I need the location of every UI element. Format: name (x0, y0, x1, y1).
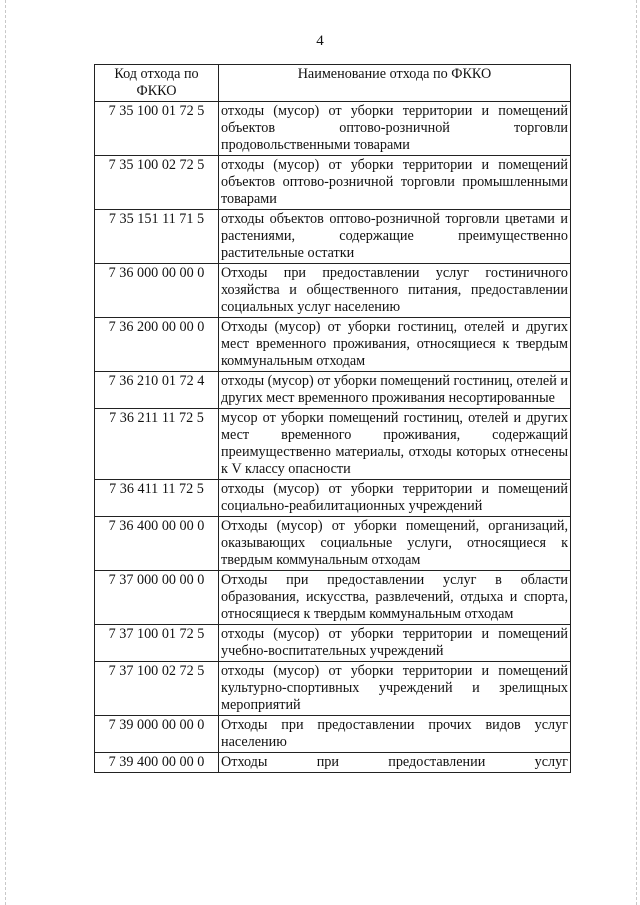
waste-name: Отходы (мусор) от уборки гостиниц, отелей и других мест временного проживания, относящиеся к твердым коммунальным отходам (219, 318, 571, 372)
waste-code: 7 37 100 02 72 5 (95, 662, 219, 716)
waste-code: 7 36 400 00 00 0 (95, 517, 219, 571)
table-header-row (95, 65, 571, 102)
waste-code: 7 36 210 01 72 4 (95, 372, 219, 409)
waste-name: Отходы (мусор) от уборки помещений, организаций, оказывающих социальные услуги, относящиеся к твердым коммунальным отходам (219, 517, 571, 571)
table-row (95, 517, 571, 571)
waste-name: отходы (мусор) от уборки территории и помещений культурно-спортивных учреждений и зрелищных мероприятий (219, 662, 571, 716)
waste-code: 7 36 411 11 72 5 (95, 480, 219, 517)
table-row (95, 264, 571, 318)
waste-code: 7 37 100 01 72 5 (95, 625, 219, 662)
waste-code: 7 35 100 01 72 5 (95, 102, 219, 156)
table-row (95, 480, 571, 517)
table-row (95, 318, 571, 372)
table-row (95, 571, 571, 625)
waste-code: 7 35 151 11 71 5 (95, 210, 219, 264)
waste-code: 7 39 400 00 00 0 (95, 753, 219, 773)
table-row (95, 409, 571, 480)
waste-name: Отходы при предоставлении услуг гостиничного хозяйства и общественного питания, предоставлении социальных услуг населению (219, 264, 571, 318)
waste-name: отходы (мусор) от уборки территории и помещений объектов оптово-розничной торговли продовольственными товарами (219, 102, 571, 156)
waste-name: Отходы при предоставлении прочих видов услуг населению (219, 716, 571, 753)
waste-name: мусор от уборки помещений гостиниц, отелей и других мест временного проживания, содержащий преимущественно материалы, отходы которых отнесены к V классу опасности (219, 409, 571, 480)
waste-name: отходы объектов оптово-розничной торговли цветами и растениями, содержащие преимущественно растительные остатки (219, 210, 571, 264)
waste-name: отходы (мусор) от уборки помещений гостиниц, отелей и других мест временного проживания несортированные (219, 372, 571, 409)
waste-code: 7 37 000 00 00 0 (95, 571, 219, 625)
table-row (95, 716, 571, 753)
table-row (95, 156, 571, 210)
waste-code: 7 39 000 00 00 0 (95, 716, 219, 753)
table-row (95, 102, 571, 156)
table-row (95, 372, 571, 409)
waste-name: отходы (мусор) от уборки территории и помещений социально-реабилитационных учреждений (219, 480, 571, 517)
waste-code: 7 36 200 00 00 0 (95, 318, 219, 372)
header-code: Код отхода по ФККО (95, 65, 219, 102)
page-edge-right (636, 0, 637, 905)
waste-code: 7 36 211 11 72 5 (95, 409, 219, 480)
table-row (95, 210, 571, 264)
waste-code: 7 36 000 00 00 0 (95, 264, 219, 318)
table-row (95, 753, 571, 773)
page-edge-left (5, 0, 6, 905)
waste-code: 7 35 100 02 72 5 (95, 156, 219, 210)
waste-name: отходы (мусор) от уборки территории и помещений объектов оптово-розничной торговли промышленными товарами (219, 156, 571, 210)
table-row (95, 625, 571, 662)
waste-name: Отходы при предоставлении услуг (219, 753, 571, 773)
waste-name: отходы (мусор) от уборки территории и помещений учебно-воспитательных учреждений (219, 625, 571, 662)
waste-name: Отходы при предоставлении услуг в области образования, искусства, развлечений, отдыха и спорта, относящиеся к твердым коммунальным отходам (219, 571, 571, 625)
page-number: 4 (316, 33, 324, 49)
table-row (95, 662, 571, 716)
header-name: Наименование отхода по ФККО (219, 65, 571, 102)
fkko-waste-table (94, 64, 571, 773)
